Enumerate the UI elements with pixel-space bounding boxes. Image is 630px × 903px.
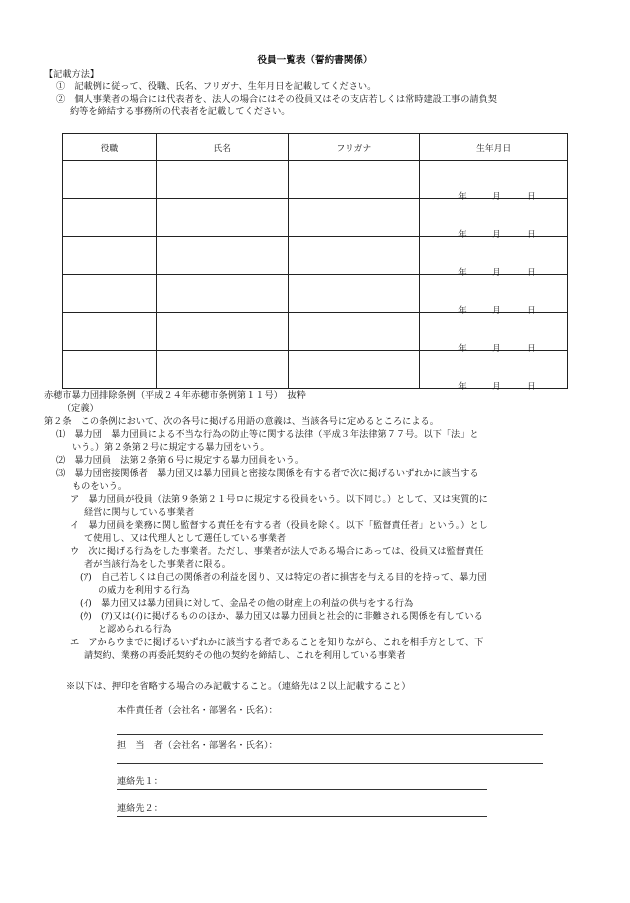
instruction-item-2: ② 個人事業者の場合には代表者を、法人の場合にはその役員又はその支店若しくは常時建設工事の請負契 [56,94,497,105]
furigana-cell[interactable] [288,351,420,389]
birthdate-cell[interactable] [420,275,568,313]
name-cell[interactable] [156,351,288,389]
ordinance-sub-i: イ 暴力団員を業務に関し監督する責任を有する者（役員を除く。以下「監督責任者」という。）とし [70,520,488,531]
contact-2-line[interactable] [117,816,487,817]
position-cell[interactable] [63,199,157,237]
day-unit: 日 [527,267,536,277]
name-cell[interactable] [156,237,288,275]
year-unit: 年 [458,343,467,353]
ordinance-sub-a: ア 暴力団員が役員（法第９条第２１号ロに規定する役員をいう。以下同じ。）として、又は実質的に [70,494,488,505]
ordinance-sub-u-u-cont: と認められる行為 [98,624,172,635]
header-name: 氏名 [156,134,288,161]
officer-table [62,133,568,389]
ordinance-sub-u-u: (ｳ) (ｱ)又は(ｲ)に掲げるもののほか、暴力団又は暴力団員と社会的に非難される関係を有している [80,611,483,622]
header-position: 役職 [63,134,157,161]
month-unit: 月 [492,229,501,239]
month-unit: 月 [492,381,501,391]
furigana-cell[interactable] [288,161,420,199]
name-cell[interactable] [156,275,288,313]
day-unit: 日 [527,191,536,201]
page-title: 役員一覧表（誓約書関係） [257,55,373,66]
birthdate-cell[interactable] [420,199,568,237]
person-in-charge-line[interactable] [117,763,543,764]
ordinance-sub-i-cont: て使用し、又は代理人として選任している事業者 [84,533,287,544]
day-unit: 日 [527,381,536,391]
ordinance-item-3-cont: ものをいう。 [72,481,128,492]
year-unit: 年 [458,305,467,315]
ordinance-sub-u-cont: 者が当該行為をした事業者に限る。 [84,559,231,570]
instruction-item-2-cont: 約等を締結する事務所の代表者を記載してください。 [70,106,291,117]
ordinance-sub-u: ウ 次に掲げる行為をした事業者。ただし、事業者が法人である場合にあっては、役員又は監督責任 [70,546,484,557]
ordinance-sub-e: エ アからウまでに掲げるいずれかに該当する者であることを知りながら、これを相手方として、下 [70,637,484,648]
ordinance-item-1-cont: いう。）第２条第２号に規定する暴力団をいう。 [72,442,270,453]
furigana-cell[interactable] [288,313,420,351]
name-cell[interactable] [156,199,288,237]
birthdate-cell[interactable] [420,237,568,275]
instruction-item-1: ① 記載例に従って、役職、氏名、フリガナ、生年月日を記載してください。 [56,81,377,92]
month-unit: 月 [492,305,501,315]
responsible-label: 本件責任者（会社名・部署名・氏名）： [117,705,278,716]
contact-1-line[interactable] [117,789,487,790]
table-row[interactable] [63,351,568,389]
year-unit: 年 [458,267,467,277]
position-cell[interactable] [63,275,157,313]
table-row[interactable] [63,199,568,237]
position-cell[interactable] [63,351,157,389]
table-row[interactable] [63,275,568,313]
contact-2-label: 連絡先２： [117,803,163,814]
month-unit: 月 [492,267,501,277]
responsible-line[interactable] [117,734,543,735]
ordinance-item-1: ⑴ 暴力団 暴力団員による不当な行為の防止等に関する法律（平成３年法律第７７号。以下「法」と [56,429,479,440]
seal-omission-note: ※以下は、押印を省略する場合のみ記載すること。（連絡先は２以上記載すること） [66,681,411,692]
ordinance-sub-u-a-cont: の威力を利用する行為 [98,585,190,596]
position-cell[interactable] [63,313,157,351]
contact-1-label: 連絡先１： [117,776,163,787]
ordinance-sub-u-a: (ｱ) 自己若しくは自己の関係者の利益を図り、又は特定の者に損害を与える目的を持って、暴力団 [80,572,487,583]
furigana-cell[interactable] [288,199,420,237]
furigana-cell[interactable] [288,275,420,313]
ordinance-sub-a-cont: 経営に関与している事業者 [84,507,195,518]
table-row[interactable] [63,161,568,199]
year-unit: 年 [458,229,467,239]
year-unit: 年 [458,191,467,201]
ordinance-item-3: ⑶ 暴力団密接関係者 暴力団又は暴力団員と密接な関係を有する者で次に掲げるいずれかに該当する [56,468,479,479]
header-furigana: フリガナ [288,134,420,161]
birthdate-cell[interactable] [420,313,568,351]
day-unit: 日 [527,343,536,353]
month-unit: 月 [492,343,501,353]
position-cell[interactable] [63,237,157,275]
ordinance-subheading: （定義） [62,403,99,414]
ordinance-item-2: ⑵ 暴力団員 法第２条第６号に規定する暴力団員をいう。 [56,455,305,466]
ordinance-sub-u-i: (ｲ) 暴力団又は暴力団員に対して、金品その他の財産上の利益の供与をする行為 [80,598,414,609]
table-row[interactable] [63,237,568,275]
ordinance-title: 赤穂市暴力団排除条例（平成２４年赤穂市条例第１１号） 抜粋 [44,390,306,401]
ordinance-article: 第２条 この条例において、次の各号に掲げる用語の意義は、当該各号に定めるところによる。 [44,416,439,427]
name-cell[interactable] [156,161,288,199]
table-row[interactable] [63,313,568,351]
birthdate-cell[interactable] [420,351,568,389]
day-unit: 日 [527,305,536,315]
instructions-heading: 【記載方法】 [44,69,100,80]
ordinance-sub-e-cont: 請契約、業務の再委託契約その他の契約を締結し、これを利用している事業者 [84,650,406,661]
year-unit: 年 [458,381,467,391]
position-cell[interactable] [63,161,157,199]
day-unit: 日 [527,229,536,239]
month-unit: 月 [492,191,501,201]
header-birthdate: 生年月日 [420,134,568,161]
birthdate-cell[interactable] [420,161,568,199]
table-header-row [63,134,568,161]
furigana-cell[interactable] [288,237,420,275]
name-cell[interactable] [156,313,288,351]
person-in-charge-label: 担 当 者（会社名・部署名・氏名）： [117,740,278,751]
